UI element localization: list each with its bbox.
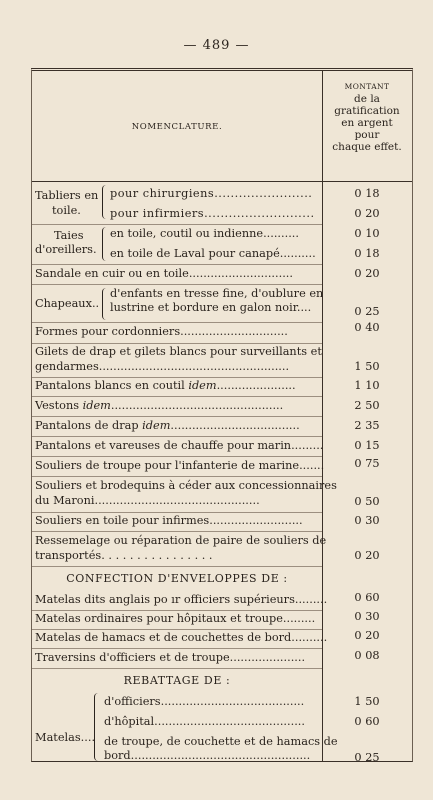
amount: 0 18: [354, 247, 380, 260]
row-separator: [32, 648, 322, 649]
gilets-line-1: Gilets de drap et gilets blancs pour surveillants et: [35, 345, 322, 358]
leader-dots: ......................: [216, 379, 296, 392]
amount: 0 60: [354, 591, 380, 604]
row-text: pour chirurgiens........................: [110, 187, 313, 200]
row-separator: [32, 224, 322, 225]
souliers-troupe-row: Souliers de troupe pour l'infanterie de marine.......: [35, 459, 325, 472]
brace: [102, 288, 106, 320]
montant-line: en argent: [341, 117, 393, 129]
amount: 2 50: [354, 399, 380, 412]
montant-line: pour: [354, 129, 380, 141]
amount: 0 10: [354, 227, 380, 240]
chapeaux-label: Chapeaux..: [35, 297, 100, 310]
taies-label-2: d'oreillers.: [35, 243, 97, 256]
chapeaux-line-2: lustrine et bordure en galon noir....: [110, 301, 312, 314]
row-separator: [32, 566, 322, 567]
idem-text: idem: [138, 419, 171, 432]
rebattage-troupe-2: bord..................................................: [104, 749, 311, 762]
matelas-dits-row: Matelas dits anglais po ır officiers supérieurs.........: [35, 593, 328, 606]
brodequins-line-2: du Maroni..............................................: [35, 494, 260, 507]
gilets-line-2: gendarmes.....................................................: [35, 360, 290, 373]
table-header: [32, 71, 412, 182]
amount: 1 50: [354, 360, 380, 373]
chapeaux-line-1: d'enfants en tresse fine, d'oublure en: [110, 287, 324, 300]
row-separator: [32, 284, 322, 285]
amount: 0 25: [354, 751, 380, 764]
montant-heading: [322, 81, 412, 153]
matelas-hamacs-row: Matelas de hamacs et de couchettes de bord..........: [35, 631, 328, 644]
rebattage-troupe-1: de troupe, de couchette et de hamacs de: [104, 735, 338, 748]
section-title-rebattage: REBATTAGE DE :: [123, 674, 231, 687]
brace: [102, 227, 106, 261]
amount: 0 20: [354, 267, 380, 280]
formes-row: Formes pour cordonniers..............................: [35, 325, 288, 338]
brace: [102, 185, 106, 219]
traversins-row: Traversins d'officiers et de troupe.....................: [35, 651, 306, 664]
row-separator: [32, 377, 322, 378]
montant-line: MONTANT: [344, 82, 390, 91]
page-number: — 489 —: [183, 38, 250, 53]
taies-label: Taies: [54, 229, 84, 242]
amount: 0 15: [354, 439, 380, 452]
amount: 0 60: [354, 715, 380, 728]
amount: 0 25: [354, 305, 380, 318]
tabliers-label: Tabliers en: [35, 189, 99, 202]
tabliers-label-2: toile.: [52, 204, 81, 217]
row-text: Vestons: [35, 399, 80, 412]
row-separator: [32, 610, 322, 611]
section-title-confection: CONFECTION D'ENVELOPPES DE :: [66, 572, 288, 585]
row-text: pour infirmiers...........................: [110, 207, 315, 220]
montant-line: chaque effet.: [332, 141, 402, 153]
amount: 0 20: [354, 629, 380, 642]
montant-line: de la: [354, 93, 380, 105]
row-separator: [32, 436, 322, 437]
rebattage-officiers: d'officiers........................................: [104, 695, 305, 708]
amount: 1 10: [354, 379, 380, 392]
row-text: Pantalons de drap: [35, 419, 139, 432]
row-text: Pantalons blancs en coutil: [35, 379, 185, 392]
row-separator: [32, 512, 322, 513]
amount: 0 50: [354, 495, 380, 508]
amount: 0 08: [354, 649, 380, 662]
idem-text: idem: [184, 379, 217, 392]
brace: [94, 693, 98, 761]
row-separator: [32, 416, 322, 417]
row-separator: [32, 531, 322, 532]
brodequins-line-1: Souliers et brodequins à céder aux concessionnaires: [35, 479, 337, 492]
amount: 0 18: [354, 187, 380, 200]
montant-line: gratification: [334, 105, 400, 117]
row-separator: [32, 396, 322, 397]
leader-dots: ....................................: [170, 419, 300, 432]
rebattage-hopital: d'hôpital..........................................: [104, 715, 305, 728]
amount: 0 30: [354, 514, 380, 527]
ressemelage-line-1: Ressemelage ou réparation de paire de souliers de: [35, 534, 327, 547]
amount: 0 20: [354, 549, 380, 562]
amount: 1 50: [354, 695, 380, 708]
amount: 0 20: [354, 207, 380, 220]
amount: 2 35: [354, 419, 380, 432]
row-text: en toile, coutil ou indienne..........: [110, 227, 299, 240]
matelas-ordinaires-row: Matelas ordinaires pour hôpitaux et troupe.........: [35, 612, 316, 625]
row-separator: [32, 264, 322, 265]
row-text: en toile de Laval pour canapé..........: [110, 247, 316, 260]
gratification-table: [31, 68, 413, 762]
amount: 0 75: [354, 457, 380, 470]
row-separator: [32, 476, 322, 477]
nomenclature-heading: NOMENCLATURE.: [131, 122, 223, 132]
amount: 0 40: [354, 321, 380, 334]
sandale-row: Sandale en cuir ou en toile.............................: [35, 267, 293, 280]
vareuses-row: Pantalons et vareuses de chauffe pour marin.........: [35, 439, 324, 452]
row-separator: [32, 343, 322, 344]
ressemelage-line-2: transportés. . . . . . . . . . . . . . . .: [35, 549, 213, 562]
leader-dots: ................................................: [110, 399, 284, 412]
row-separator: [32, 456, 322, 457]
row-separator: [32, 629, 322, 630]
rebattage-label: Matelas....: [35, 731, 96, 744]
idem-text: idem: [79, 399, 111, 412]
souliers-toile-row: Souliers en toile pour infirmes..........................: [35, 514, 303, 527]
row-separator: [32, 322, 322, 323]
row-separator: [32, 668, 322, 669]
amount: 0 30: [354, 610, 380, 623]
